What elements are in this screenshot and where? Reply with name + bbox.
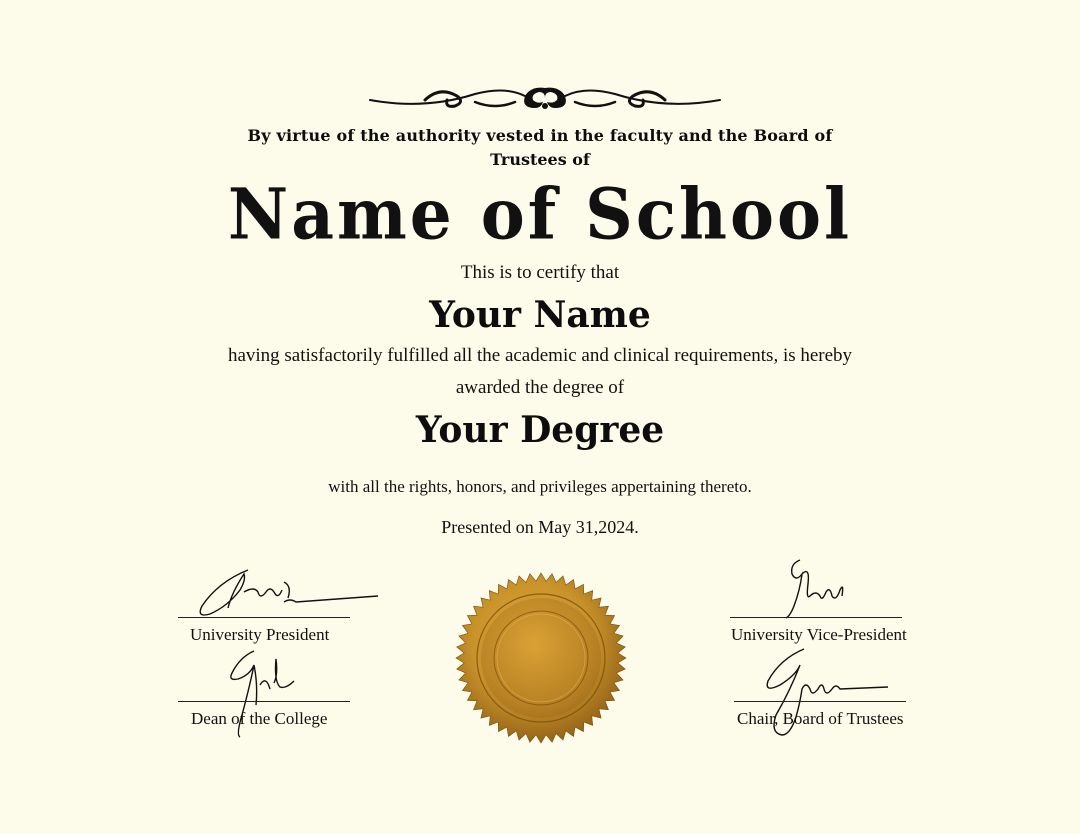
degree-name: Your Degree (415, 409, 665, 451)
school-name: Name of School (227, 172, 853, 256)
vice-president-signature-line (730, 617, 902, 618)
dean-signature-line (178, 701, 350, 702)
requirements-text-line-1: having satisfactorily fulfilled all the academic and clinical requirements, is hereby (227, 345, 853, 366)
dean-title: Dean of the College (191, 709, 328, 728)
gold-seal-icon (455, 572, 627, 744)
chair-title: Chair, Board of Trustees (737, 709, 904, 728)
vice-president-title: University Vice-President (731, 625, 907, 644)
president-signature-line (178, 617, 350, 618)
president-signature (188, 562, 388, 622)
rights-text: with all the rights, honors, and privileges appertaining thereto. (328, 477, 752, 496)
presented-date: Presented on May 31,2024. (441, 517, 639, 537)
chair-signature-line (734, 701, 906, 702)
vice-president-signature (770, 556, 860, 622)
certify-text: This is to certify that (460, 262, 620, 283)
flourish-ornament-icon (365, 80, 725, 116)
recipient-name: Your Name (429, 294, 651, 336)
president-title: University President (190, 625, 330, 644)
authority-statement-line-2: Trustees of (490, 150, 590, 169)
authority-statement-line-1: By virtue of the authority vested in the faculty and the Board of (247, 126, 833, 145)
requirements-text-line-2: awarded the degree of (455, 377, 625, 398)
